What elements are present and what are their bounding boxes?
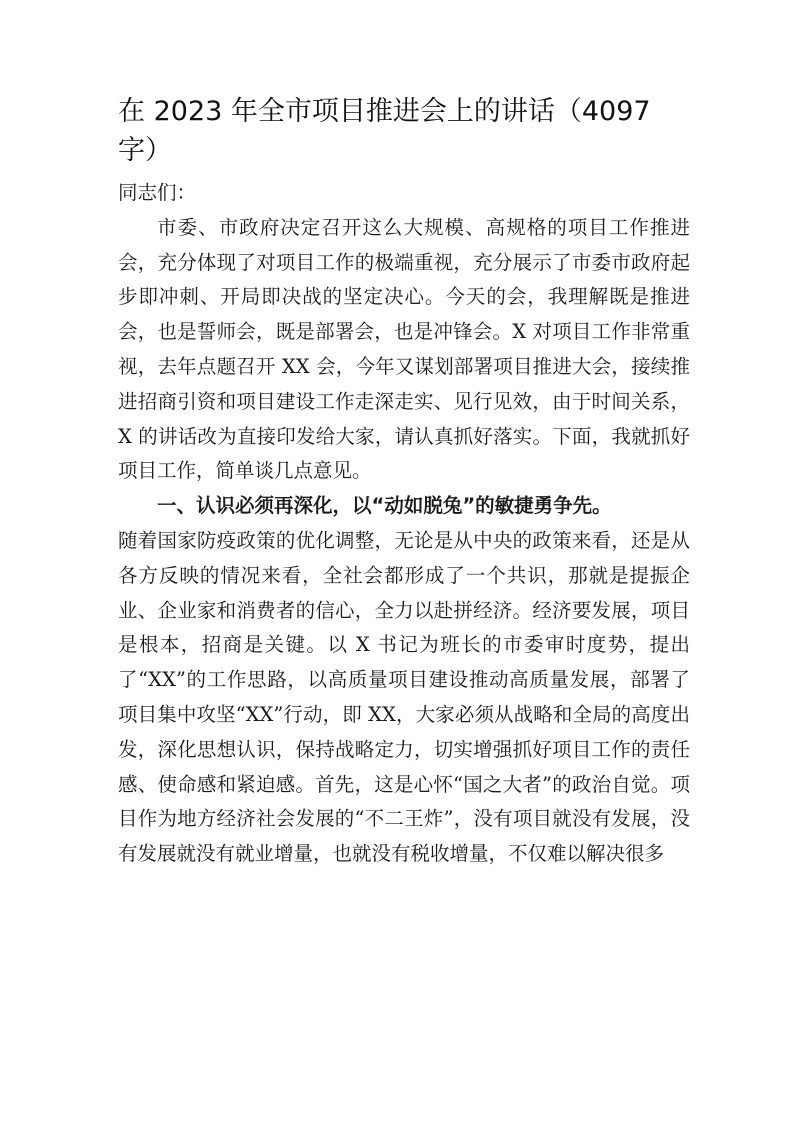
document-body [118, 176, 690, 872]
salutation: 同志们： [118, 181, 197, 204]
section-1-paragraph: 随着国家防疫政策的优化调整，无论是从中央的政策来看，还是从各方反映的情况来看，全社会都形成了一个共识，那就是提振企业、企业家和消费者的信心，全力以赴拼经济。经济要发展，项目是根本，招商是关键。以 X 书记为班长的市委审时度势，提出了“XX”的工作思路，以高质量项目建设推动高质量发展，部署了项目集中攻坚“XX”行动，即 XX，大家必须从战略和全局的高度出发，深化思想认识，保持战略定力，切实增强抓好项目工作的责任感、使命感和紧迫感。首先，这是心怀“国之大者”的政治自觉。项目作为地方经济社会发展的“不二王炸”，没有项目就没有发展，没有发展就没有就业增量，也就没有税收增量，不仅难以解决很多 [118, 528, 690, 866]
document-title: 在 2023 年全市项目推进会上的讲话（4097 字） [118, 96, 651, 166]
opening-paragraph: 市委、市政府决定召开这么大规模、高规格的项目工作推进会，充分体现了对项目工作的极端重视，充分展示了市委市政府起步即冲刺、开局即决战的坚定决心。今天的会，我理解既是推进会，也是誓师会，既是部署会，也是冲锋会。X 对项目工作非常重视，去年点题召开 XX 会，今年又谋划部署项目推进大会，接续推进招商引资和项目建设工作走深走实、见行见效，由于时间关系，X 的讲话改为直接印发给大家，请认真抓好落实。下面，我就抓好项目工作，简单谈几点意见。 [118, 215, 690, 483]
section-heading-1: 一、认识必须再深化，以“动如脱兔”的敏捷勇争先。 [157, 494, 612, 518]
